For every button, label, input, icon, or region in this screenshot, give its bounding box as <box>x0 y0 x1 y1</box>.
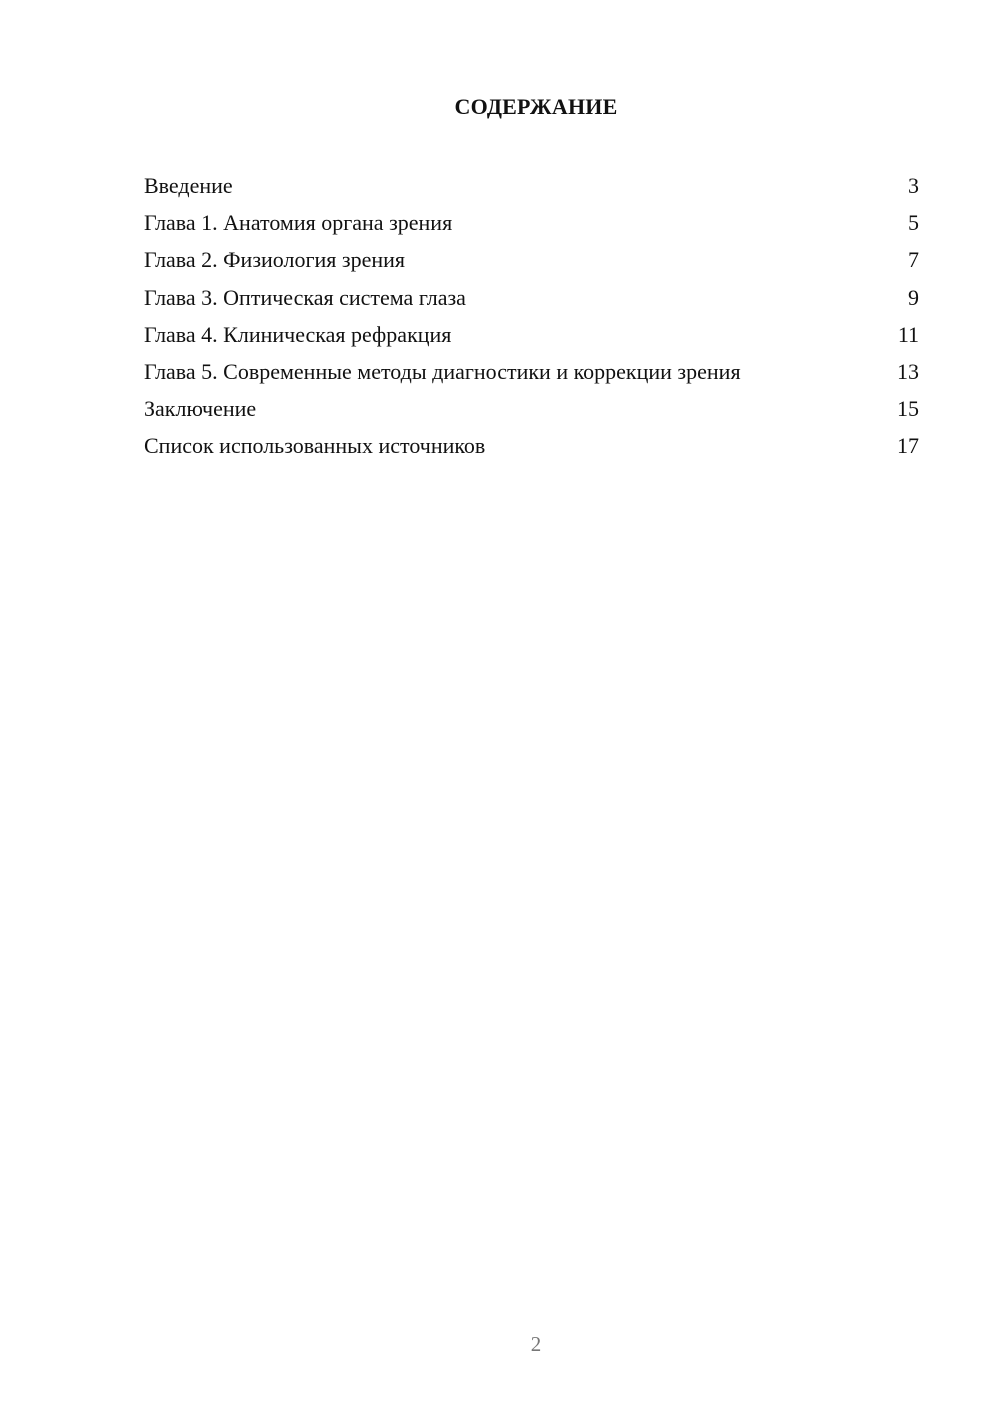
table-of-contents <box>144 167 919 465</box>
toc-entry-title: Глава 4. Клиническая рефракция <box>144 321 452 347</box>
page-number: 2 <box>530 1332 542 1356</box>
toc-entry-title: Заключение <box>144 396 257 422</box>
toc-entry-chapter-2 <box>144 241 919 278</box>
toc-entry-title: Глава 2. Физиология зрения <box>144 247 406 273</box>
toc-entry-title: Список использованных источников <box>144 433 486 459</box>
toc-entry-page: 17 <box>897 433 919 459</box>
toc-entry-title: Глава 5. Современные методы диагностики и коррекции зрения <box>144 358 741 384</box>
toc-entry-page: 9 <box>908 284 919 310</box>
toc-entry-chapter-1 <box>144 204 919 241</box>
toc-heading: СОДЕРЖАНИЕ <box>454 94 618 119</box>
toc-entry-page: 13 <box>897 358 919 384</box>
toc-entry-chapter-5 <box>144 353 919 390</box>
toc-entry-title: Глава 3. Оптическая система глаза <box>144 284 466 310</box>
toc-entry-title: Введение <box>144 173 233 198</box>
toc-entry-chapter-4 <box>144 316 919 353</box>
toc-entry-title: Глава 1. Анатомия органа зрения <box>144 210 453 236</box>
toc-entry-page: 3 <box>908 173 919 198</box>
toc-entry-chapter-3 <box>144 279 919 316</box>
toc-entry-page: 15 <box>897 396 919 422</box>
toc-entry-introduction <box>144 167 919 204</box>
toc-entry-page: 7 <box>908 247 919 273</box>
toc-entry-page: 5 <box>908 210 919 236</box>
toc-entry-references <box>144 427 919 464</box>
toc-entry-conclusion <box>144 390 919 427</box>
toc-entry-page: 11 <box>897 321 919 347</box>
